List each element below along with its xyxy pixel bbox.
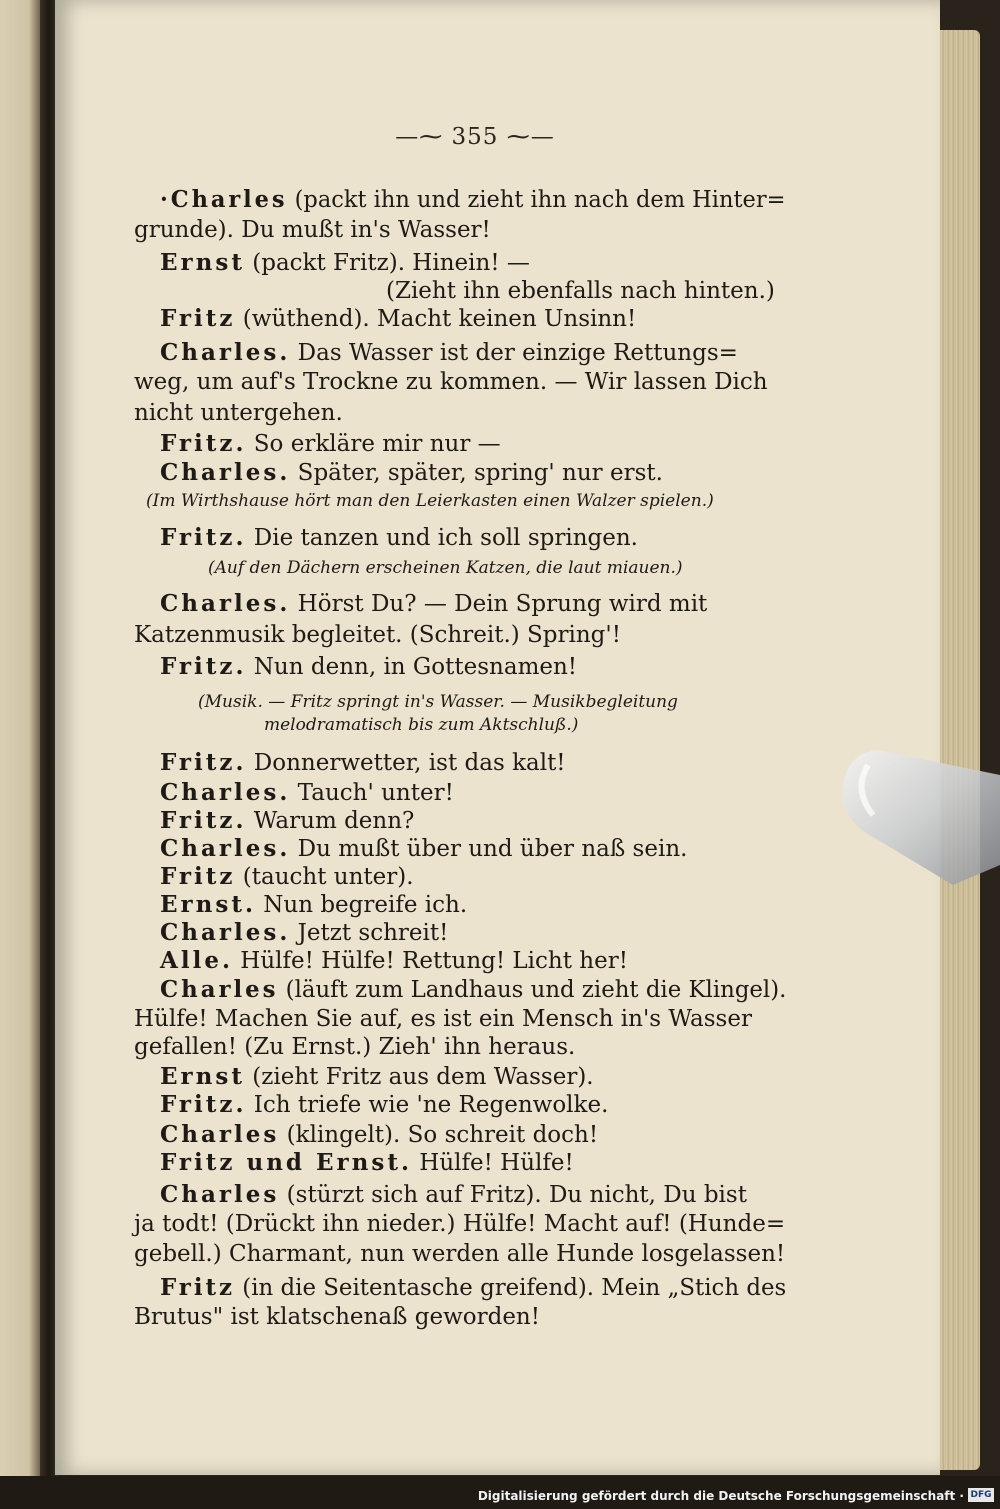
line-text: (Zieht ihn ebenfalls nach hinten.) xyxy=(386,278,775,304)
line-text: Brutus" ist klatschenaß geworden! xyxy=(134,1304,540,1330)
dialog-line xyxy=(134,1034,575,1060)
dialog-line xyxy=(160,305,636,332)
line-text: Hülfe! Machen Sie auf, es ist ein Mensch in's Wasser xyxy=(134,1006,752,1032)
line-text: (stürzt sich auf Fritz). Du nicht, Du bist xyxy=(279,1182,747,1208)
speaker-name: Charles. xyxy=(160,835,291,862)
line-text: Du mußt über und über naß sein. xyxy=(290,836,688,862)
speaker-name: Fritz. xyxy=(160,1091,247,1118)
speaker-name: Charles. xyxy=(160,919,291,946)
dialog-line xyxy=(134,1241,785,1267)
dialog-line xyxy=(160,779,454,806)
dialog-line xyxy=(160,807,414,834)
line-text: (packt ihn und zieht ihn nach dem Hinter= xyxy=(287,187,786,213)
dialog-line xyxy=(134,369,768,395)
line-text: (Musik. — Fritz springt in's Wasser. — Musikbegleitung xyxy=(198,692,678,712)
line-text: So erkläre mir nur — xyxy=(246,431,501,457)
speaker-name: Fritz. xyxy=(160,524,247,551)
line-text: Nun begreife ich. xyxy=(255,892,468,918)
line-text: ja todt! (Drückt ihn nieder.) Hülfe! Macht auf! (Hunde= xyxy=(134,1211,786,1237)
dialog-line xyxy=(160,891,467,918)
line-text: Hülfe! Hülfe! Rettung! Licht her! xyxy=(232,948,628,974)
dialog-line xyxy=(160,653,577,680)
line-text: Tauch' unter! xyxy=(290,780,454,806)
dialog-line xyxy=(160,524,638,551)
line-text: Das Wasser ist der einzige Rettungs= xyxy=(290,340,738,366)
stage-direction-line xyxy=(208,558,683,578)
speaker-name: Charles. xyxy=(160,590,291,617)
speaker-name: Charles. xyxy=(160,459,291,486)
speaker-name: Fritz. xyxy=(160,430,247,457)
speaker-name: Fritz. xyxy=(160,807,247,834)
dialog-line xyxy=(160,1121,598,1148)
line-text: Jetzt schreit! xyxy=(290,920,449,946)
speaker-name: Fritz. xyxy=(160,749,247,776)
dialog-line xyxy=(160,947,628,974)
dialog-line xyxy=(160,430,501,457)
stage-direction-line xyxy=(264,715,578,735)
line-text: nicht untergehen. xyxy=(134,400,343,426)
line-text: Hörst Du? — Dein Sprung wird mit xyxy=(290,591,708,617)
line-text: (in die Seitentasche greifend). Mein „Stich des xyxy=(235,1275,787,1301)
dialog-line xyxy=(134,1211,785,1237)
dialog-line xyxy=(160,186,785,213)
line-text: weg, um auf's Trockne zu kommen. — Wir lassen Dich xyxy=(134,369,768,395)
line-text: Ich triefe wie 'ne Regenwolke. xyxy=(246,1092,609,1118)
line-text: (taucht unter). xyxy=(235,864,414,890)
dialog-line xyxy=(160,1181,747,1208)
line-text: Hülfe! Hülfe! xyxy=(411,1150,574,1176)
dialog-line xyxy=(134,622,621,648)
dialog-line xyxy=(160,1063,594,1090)
line-text: Die tanzen und ich soll springen. xyxy=(246,525,638,551)
speaker-name: Fritz xyxy=(160,863,236,890)
dialog-line xyxy=(160,1091,608,1118)
dialog-line xyxy=(134,400,343,426)
line-text: (zieht Fritz aus dem Wasser). xyxy=(244,1064,594,1090)
dialog-line xyxy=(386,278,775,304)
speaker-name: Fritz und Ernst. xyxy=(160,1149,412,1176)
page-number: —⁓ 355 ⁓— xyxy=(395,124,555,150)
line-text: Warum denn? xyxy=(246,808,415,834)
line-text: Nun denn, in Gottesnamen! xyxy=(246,654,578,680)
speaker-name: Fritz. xyxy=(160,653,247,680)
line-text: (Auf den Dächern erscheinen Katzen, die laut miauen.) xyxy=(208,558,683,578)
line-text: (klingelt). So schreit doch! xyxy=(279,1122,599,1148)
dialog-line xyxy=(160,339,738,366)
dialog-line xyxy=(160,976,786,1003)
line-text: (läuft zum Landhaus und zieht die Klingel). xyxy=(278,977,787,1003)
speaker-name: Charles xyxy=(160,976,279,1003)
line-text: gefallen! (Zu Ernst.) Zieh' ihn heraus. xyxy=(134,1034,576,1060)
speaker-name: Charles xyxy=(160,1121,280,1148)
line-text: Später, später, spring' nur erst. xyxy=(290,460,663,486)
dialog-line xyxy=(160,835,687,862)
line-text: Katzenmusik begleitet. (Schreit.) Spring'! xyxy=(134,622,621,648)
line-text: grunde). Du mußt in's Wasser! xyxy=(134,217,491,243)
dialog-line xyxy=(134,217,491,243)
speaker-name: ·Charles xyxy=(160,186,288,213)
digitization-credit: Digitalisierung gefördert durch die Deutsche Forschungsgemeinschaft · xyxy=(477,1489,964,1503)
dialog-line xyxy=(160,249,530,276)
speaker-name: Alle. xyxy=(160,947,233,974)
dfg-logo: DFG xyxy=(968,1488,994,1502)
dialog-line xyxy=(160,590,707,617)
stage-direction-line xyxy=(198,692,678,712)
speaker-name: Charles. xyxy=(160,779,291,806)
dialog-line xyxy=(160,863,414,890)
dialog-line xyxy=(160,749,566,776)
speaker-name: Ernst. xyxy=(160,891,256,918)
speaker-name: Ernst xyxy=(160,249,245,276)
stage-direction-line xyxy=(146,491,714,511)
speaker-name: Fritz xyxy=(160,1274,236,1301)
dialog-line xyxy=(160,1149,574,1176)
dialog-line xyxy=(160,459,663,486)
speaker-name: Charles. xyxy=(160,339,291,366)
speaker-name: Fritz xyxy=(160,305,236,332)
line-text: (wüthend). Macht keinen Unsinn! xyxy=(235,306,637,332)
dialog-line xyxy=(160,1274,786,1301)
speaker-name: Charles xyxy=(160,1181,280,1208)
speaker-name: Ernst xyxy=(160,1063,245,1090)
line-text: melodramatisch bis zum Aktschluß.) xyxy=(264,715,579,735)
line-text: Donnerwetter, ist das kalt! xyxy=(246,750,566,776)
line-text: (packt Fritz). Hinein! — xyxy=(244,250,530,276)
line-text: (Im Wirthshause hört man den Leierkasten einen Walzer spielen.) xyxy=(146,491,714,511)
page-clip-holder xyxy=(838,745,1000,885)
dialog-line xyxy=(134,1304,540,1330)
dialog-line xyxy=(134,1006,752,1032)
line-text: gebell.) Charmant, nun werden alle Hunde losgelassen! xyxy=(134,1241,786,1267)
dialog-line xyxy=(160,919,448,946)
